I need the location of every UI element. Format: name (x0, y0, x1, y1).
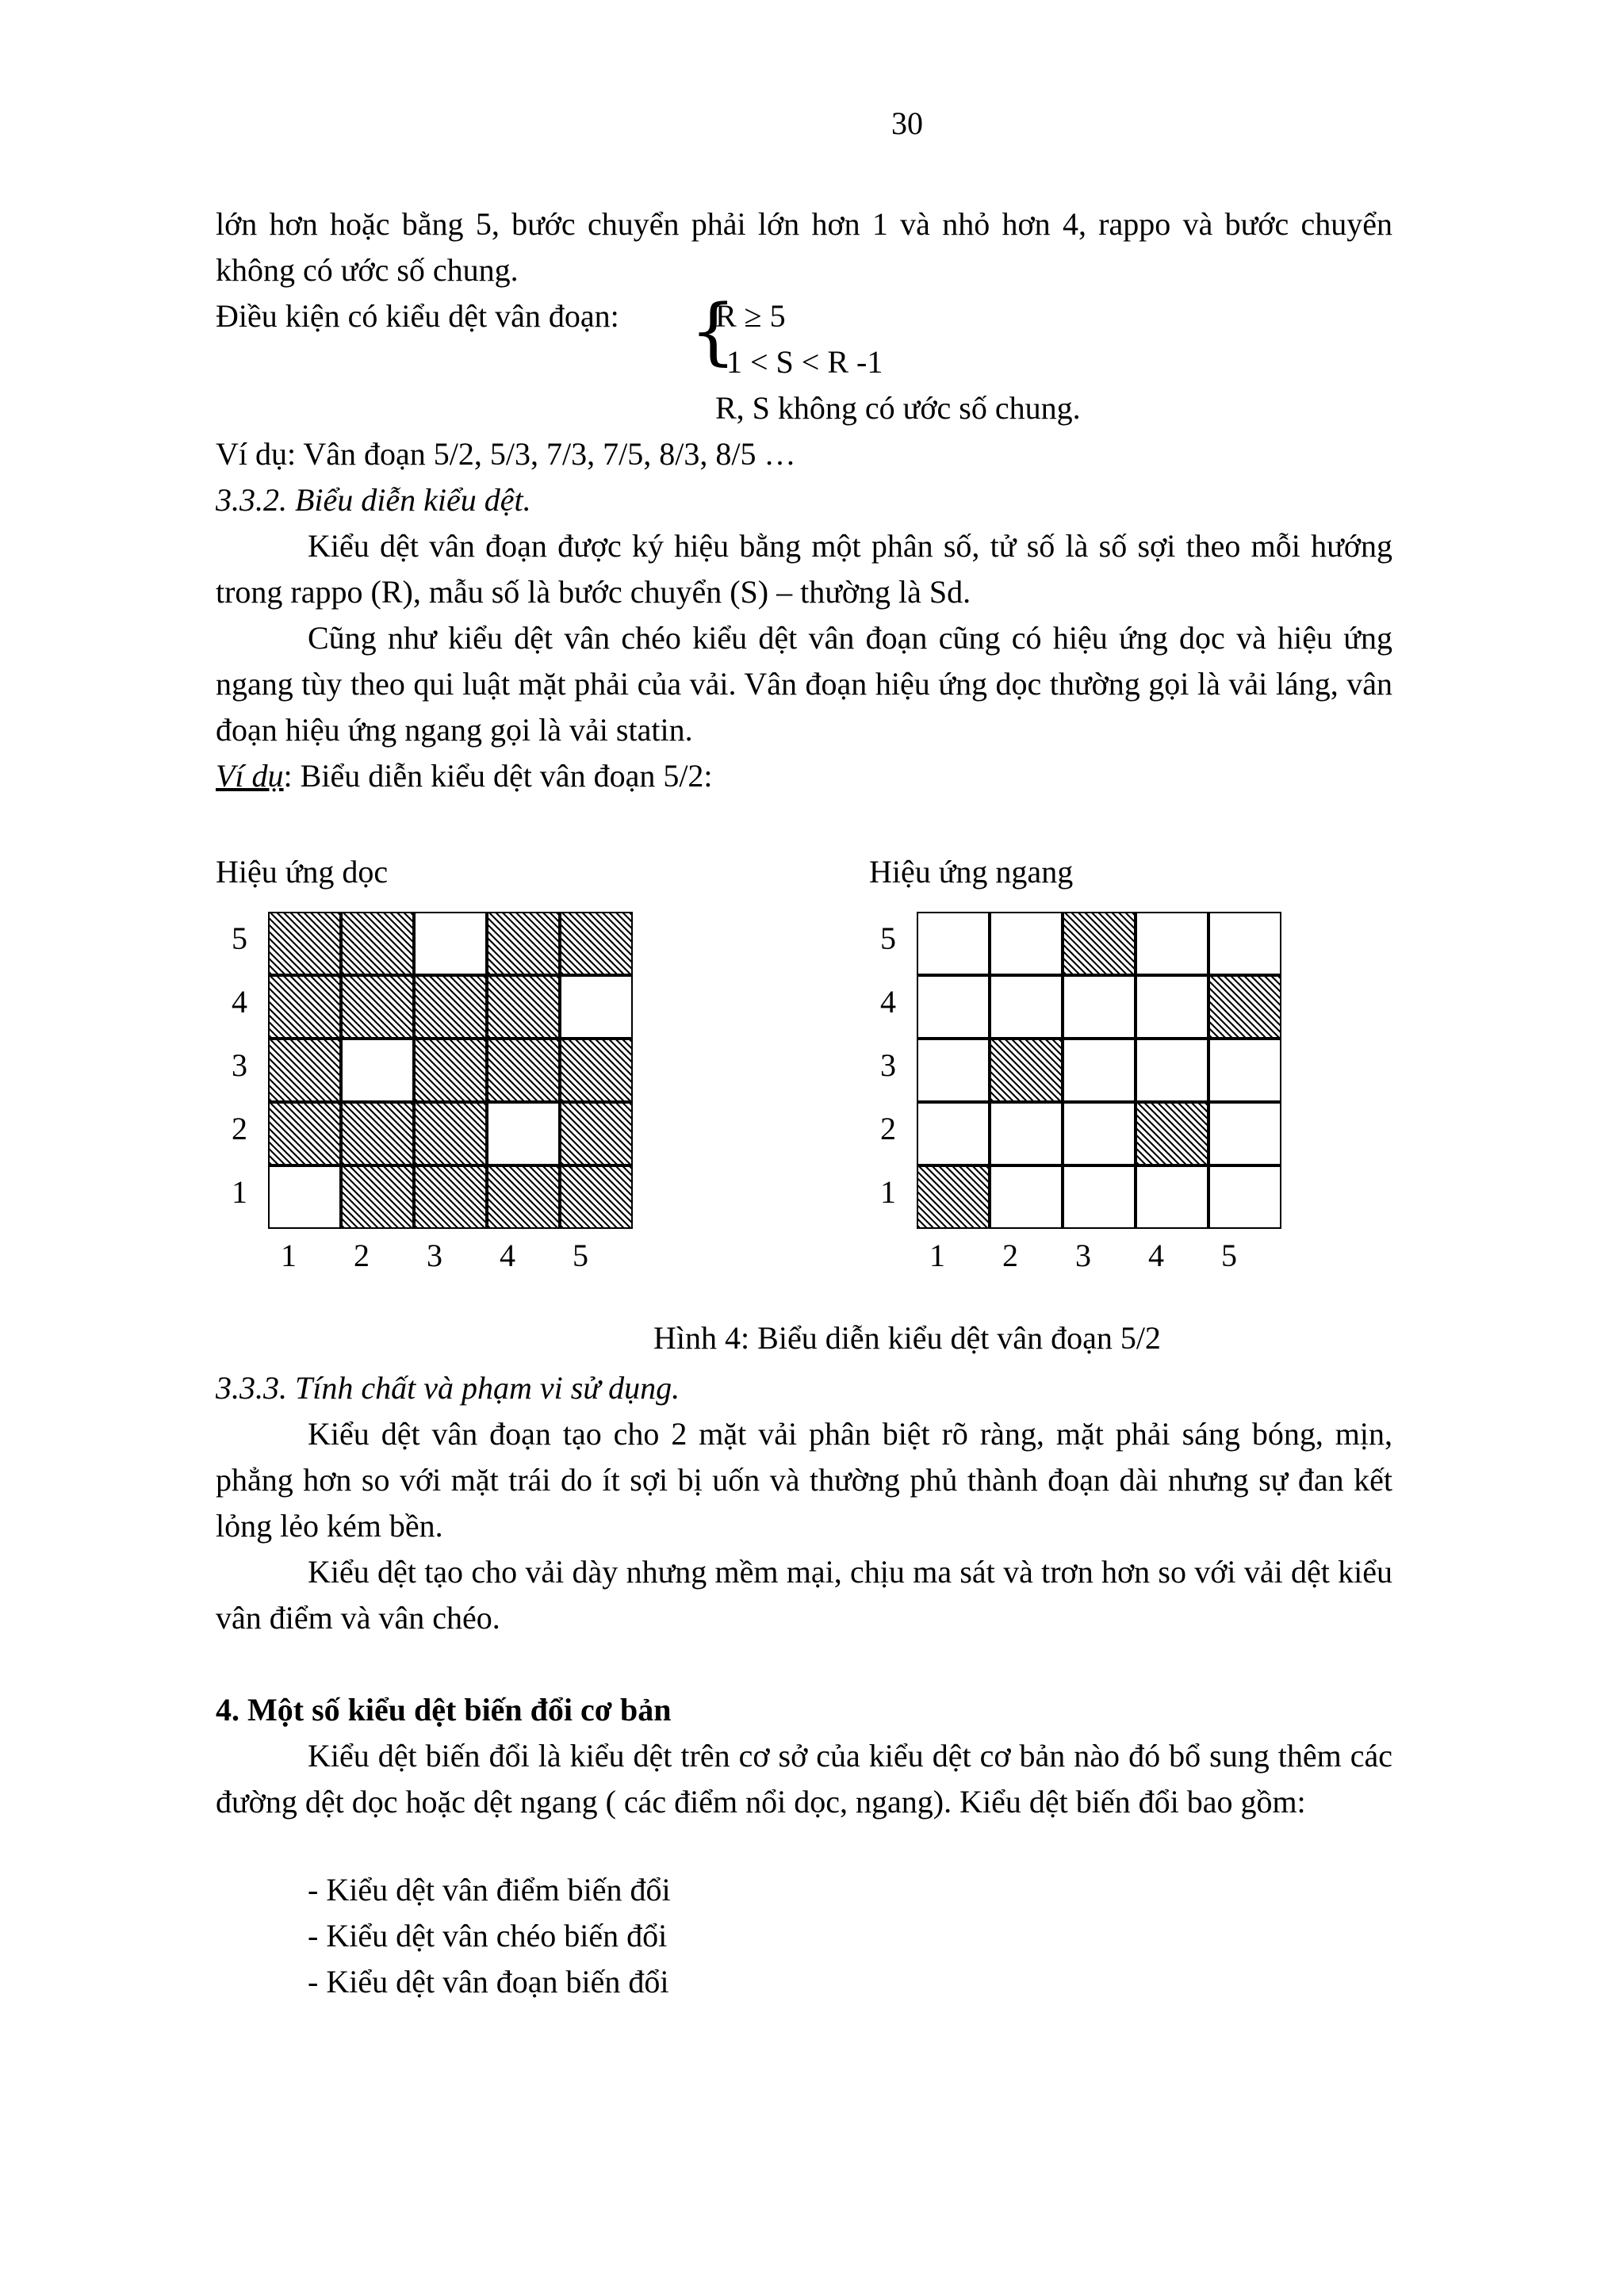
condition-r: R ≥ 5 (715, 298, 786, 334)
paragraph-notation (216, 523, 1392, 615)
figure-caption: Hình 4: Biểu diễn kiểu dệt vân đoạn 5/2 (653, 1320, 1161, 1356)
section-title: 4. Một số kiểu dệt biến đổi cơ bản (216, 1692, 672, 1728)
condition-coprime: R, S không có ước số chung. (715, 390, 1081, 426)
warp-float-cell (487, 1039, 560, 1102)
weft-float-cell (1136, 1165, 1208, 1229)
paragraph-derived-weaves (216, 1733, 1392, 1825)
warp-float-cell (487, 975, 560, 1039)
left-col-label: 5 (573, 1238, 588, 1273)
warp-float-cell (268, 912, 341, 975)
list-item: - Kiểu dệt vân chéo biến đổi (308, 1918, 668, 1954)
condition-s: 1 < S < R -1 (726, 344, 883, 380)
weft-float-cell (268, 1165, 341, 1229)
warp-float-cell (341, 1102, 414, 1165)
warp-float-cell (560, 1102, 633, 1165)
weft-float-cell (414, 912, 487, 975)
weft-float-cell (1136, 912, 1208, 975)
left-row-label: 5 (232, 920, 247, 956)
paragraph-text: Cũng như kiểu dệt vân chéo kiểu dệt vân đoạn cũng có hiệu ứng dọc và hiệu ứng ngang tùy theo qui luật mặt phải của vải. Vân đoạn hiệu ứng dọc thường gọi là vải láng, vân đoạn hiệu ứng ngang gọi là vải statin. (216, 620, 1392, 748)
section-title: 3.3.3. Tính chất và phạm vi sử dụng. (216, 1370, 680, 1406)
section-title: 3.3.2. Biểu diễn kiểu dệt. (216, 482, 531, 518)
paragraph-text: lớn hơn hoặc bằng 5, bước chuyển phải lớn hơn 1 và nhỏ hơn 4, rappo và bước chuyển không có ước số chung. (216, 206, 1392, 288)
example-text: Ví dụ: Vân đoạn 5/2, 5/3, 7/3, 7/5, 8/3, 8/5 … (216, 436, 796, 472)
paragraph-continuation (216, 201, 1392, 293)
example-intro (216, 753, 1392, 799)
warp-float-cell (268, 975, 341, 1039)
page-number: 30 (891, 105, 923, 141)
paragraph-softness (216, 1549, 1392, 1641)
right-row-label: 3 (880, 1047, 896, 1083)
brace-symbol: { (690, 289, 737, 373)
weft-float-cell (1208, 1165, 1281, 1229)
warp-float-cell (341, 912, 414, 975)
weft-effect-grid (917, 912, 1283, 1230)
warp-float-cell (341, 1165, 414, 1229)
condition-lead: Điều kiện có kiểu dệt vân đoạn: (216, 298, 619, 334)
paragraph-effects (216, 615, 1392, 753)
weft-float-cell (1063, 975, 1136, 1039)
right-col-label: 2 (1002, 1238, 1018, 1273)
right-col-label: 5 (1221, 1238, 1237, 1273)
left-row-label: 1 (232, 1174, 247, 1210)
paragraph-text: Kiểu dệt vân đoạn tạo cho 2 mặt vải phân biệt rõ ràng, mặt phải sáng bóng, mịn, phẳng hơn so với mặt trái do ít sợi bị uốn và thường phủ thành đoạn dài nhưng sự đan kết lỏng lẻo kém bền. (216, 1416, 1392, 1544)
warp-float-cell (487, 1165, 560, 1229)
warp-float-cell (487, 912, 560, 975)
weft-float-cell (487, 1102, 560, 1165)
left-row-label: 3 (232, 1047, 247, 1083)
paragraph-text: Kiểu dệt biến đổi là kiểu dệt trên cơ sở của kiểu dệt cơ bản nào đó bổ sung thêm các đường dệt dọc hoặc dệt ngang ( các điểm nổi dọc, ngang). Kiểu dệt biến đổi bao gồm: (216, 1738, 1392, 1820)
warp-float-cell (341, 975, 414, 1039)
warp-float-cell (268, 1039, 341, 1102)
example-line (216, 431, 1392, 477)
weft-float-cell (990, 975, 1063, 1039)
left-row-label: 2 (232, 1111, 247, 1146)
right-col-label: 1 (929, 1238, 945, 1273)
warp-float-cell (560, 1165, 633, 1229)
weft-float-cell (990, 1165, 1063, 1229)
example-rest: : Biểu diễn kiểu dệt vân đoạn 5/2: (283, 758, 713, 794)
warp-float-cell (1063, 912, 1136, 975)
right-row-label: 2 (880, 1111, 896, 1146)
section-heading-332 (216, 477, 1392, 523)
weft-float-cell (990, 1102, 1063, 1165)
paragraph-properties (216, 1411, 1392, 1549)
paragraph-text: Kiểu dệt tạo cho vải dày nhưng mềm mại, chịu ma sát và trơn hơn so với vải dệt kiểu vân điểm và vân chéo. (216, 1554, 1392, 1636)
weft-float-cell (1208, 912, 1281, 975)
list-item: - Kiểu dệt vân điểm biến đổi (308, 1872, 671, 1908)
weft-float-cell (560, 975, 633, 1039)
right-col-label: 3 (1075, 1238, 1091, 1273)
warp-float-cell (917, 1165, 990, 1229)
warp-effect-grid (268, 912, 634, 1230)
warp-float-cell (990, 1039, 1063, 1102)
weft-float-cell (917, 1102, 990, 1165)
warp-float-cell (1136, 1102, 1208, 1165)
weft-float-cell (1063, 1039, 1136, 1102)
weft-float-cell (1136, 1039, 1208, 1102)
warp-float-cell (268, 1102, 341, 1165)
weft-float-cell (1208, 1102, 1281, 1165)
warp-float-cell (560, 912, 633, 975)
right-row-label: 1 (880, 1174, 896, 1210)
paragraph-text: Kiểu dệt vân đoạn được ký hiệu bằng một phân số, tử số là số sợi theo mỗi hướng trong rappo (R), mẫu số là bước chuyển (S) – thường là Sd. (216, 528, 1392, 610)
warp-float-cell (414, 1165, 487, 1229)
weft-float-cell (1063, 1165, 1136, 1229)
section-heading-4 (216, 1687, 1392, 1733)
warp-float-cell (414, 1039, 487, 1102)
weft-float-cell (341, 1039, 414, 1102)
right-row-label: 5 (880, 920, 896, 956)
warp-float-cell (560, 1039, 633, 1102)
left-col-label: 3 (427, 1238, 442, 1273)
weft-float-cell (1063, 1102, 1136, 1165)
list-item: - Kiểu dệt vân đoạn biến đổi (308, 1964, 669, 1999)
warp-float-cell (414, 1102, 487, 1165)
right-row-label: 4 (880, 984, 896, 1020)
warp-float-cell (414, 975, 487, 1039)
weft-float-cell (1208, 1039, 1281, 1102)
weft-float-cell (917, 1039, 990, 1102)
section-heading-333 (216, 1365, 1392, 1411)
left-col-label: 2 (354, 1238, 370, 1273)
weft-float-cell (990, 912, 1063, 975)
right-col-label: 4 (1148, 1238, 1164, 1273)
weft-float-cell (1136, 975, 1208, 1039)
weft-float-cell (917, 975, 990, 1039)
left-col-label: 1 (281, 1238, 297, 1273)
left-row-label: 4 (232, 984, 247, 1020)
right-figure-title: Hiệu ứng ngang (869, 854, 1074, 890)
example-label: Ví dụ (216, 758, 284, 794)
left-figure-title: Hiệu ứng dọc (216, 854, 389, 890)
weft-float-cell (917, 912, 990, 975)
warp-float-cell (1208, 975, 1281, 1039)
left-col-label: 4 (500, 1238, 515, 1273)
